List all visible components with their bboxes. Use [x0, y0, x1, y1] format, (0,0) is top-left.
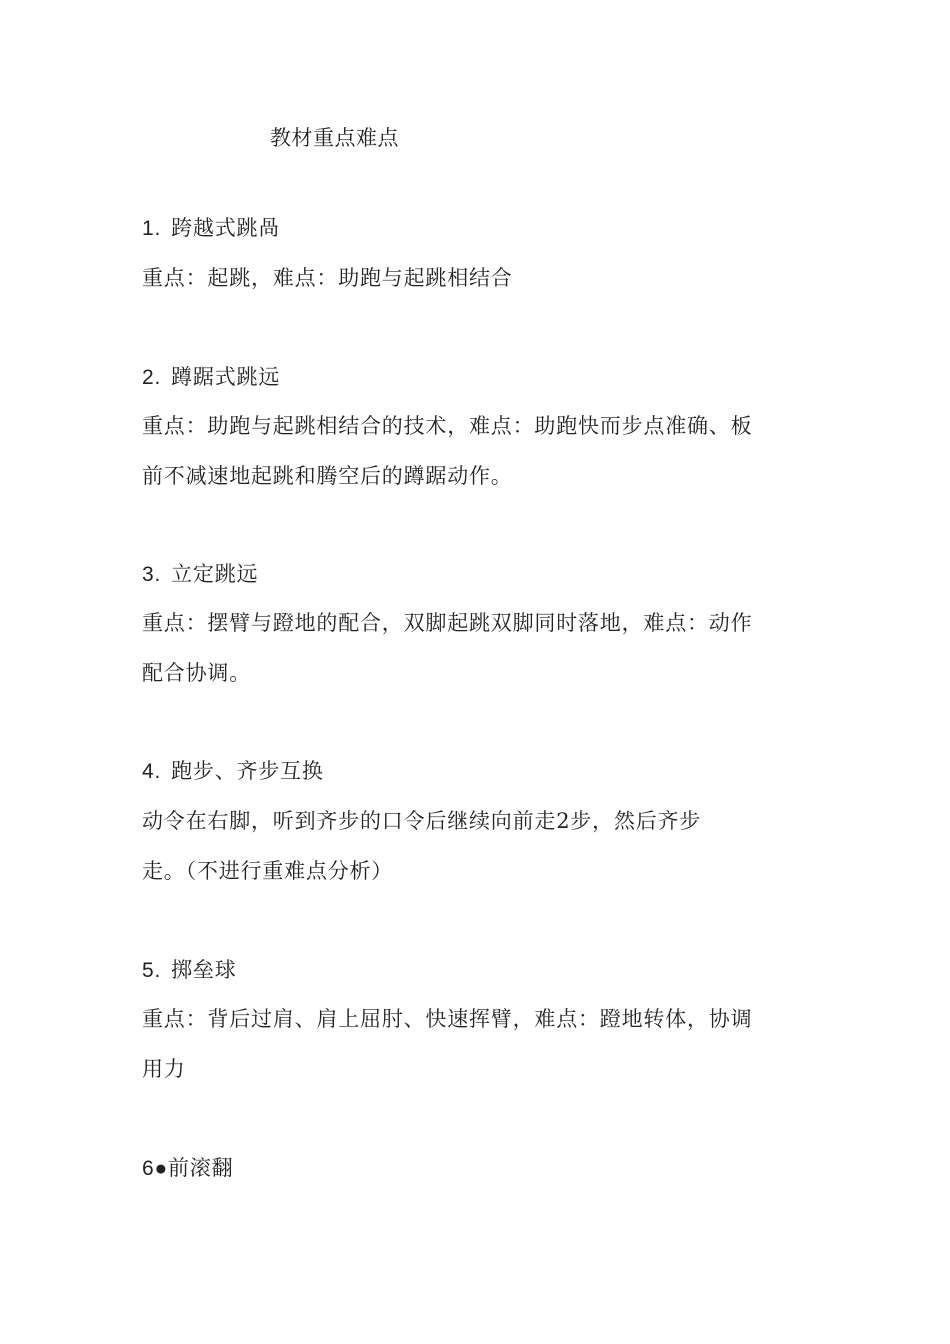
- section-text-line: 重点：摆臂与蹬地的配合，双脚起跳双脚同时落地，难点：动作: [142, 611, 753, 635]
- section-heading-1: [142, 213, 280, 244]
- section-text-line: 动令在右脚，听到齐步的口令后继续向前走2步，然后齐步: [142, 809, 702, 833]
- section-text-line: 重点：起跳，难点：助跑与起跳相结合: [142, 266, 513, 290]
- section-text-line: 重点：背后过肩、肩上屈肘、快速挥臂，难点：蹬地转体，协调: [142, 1007, 753, 1031]
- section-heading-2: [142, 362, 280, 393]
- section-heading-4: [142, 756, 324, 787]
- section-number: 2.: [142, 366, 162, 389]
- section-title: 掷垒球: [171, 958, 237, 982]
- section-text-line: 走。（不进行重难点分析）: [142, 859, 394, 883]
- section-heading-6: [142, 1153, 233, 1184]
- section-title: 跨越式跳咼: [171, 216, 281, 240]
- section-text-line: 重点：助跑与起跳相结合的技术，难点：助跑快而步点准确、板: [142, 414, 753, 438]
- section-text-line: 配合协调。: [142, 661, 251, 685]
- section-title: 跑步、齐步互换: [171, 759, 324, 783]
- document-title: 教材重点难点: [270, 126, 399, 150]
- section-title: 立定跳远: [171, 562, 259, 586]
- section-title: 前滚翻: [167, 1156, 234, 1180]
- section-number: 5.: [142, 959, 162, 982]
- section-number: 6●: [142, 1157, 168, 1180]
- section-text-line: 前不减速地起跳和腾空后的蹲踞动作。: [142, 464, 513, 488]
- section-number: 3.: [142, 563, 162, 586]
- section-number: 1.: [142, 217, 162, 240]
- section-text-line: 用力: [142, 1057, 186, 1081]
- section-title: 蹲踞式跳远: [171, 365, 281, 389]
- section-heading-5: [142, 955, 237, 986]
- section-number: 4.: [142, 760, 162, 783]
- section-heading-3: [142, 559, 258, 590]
